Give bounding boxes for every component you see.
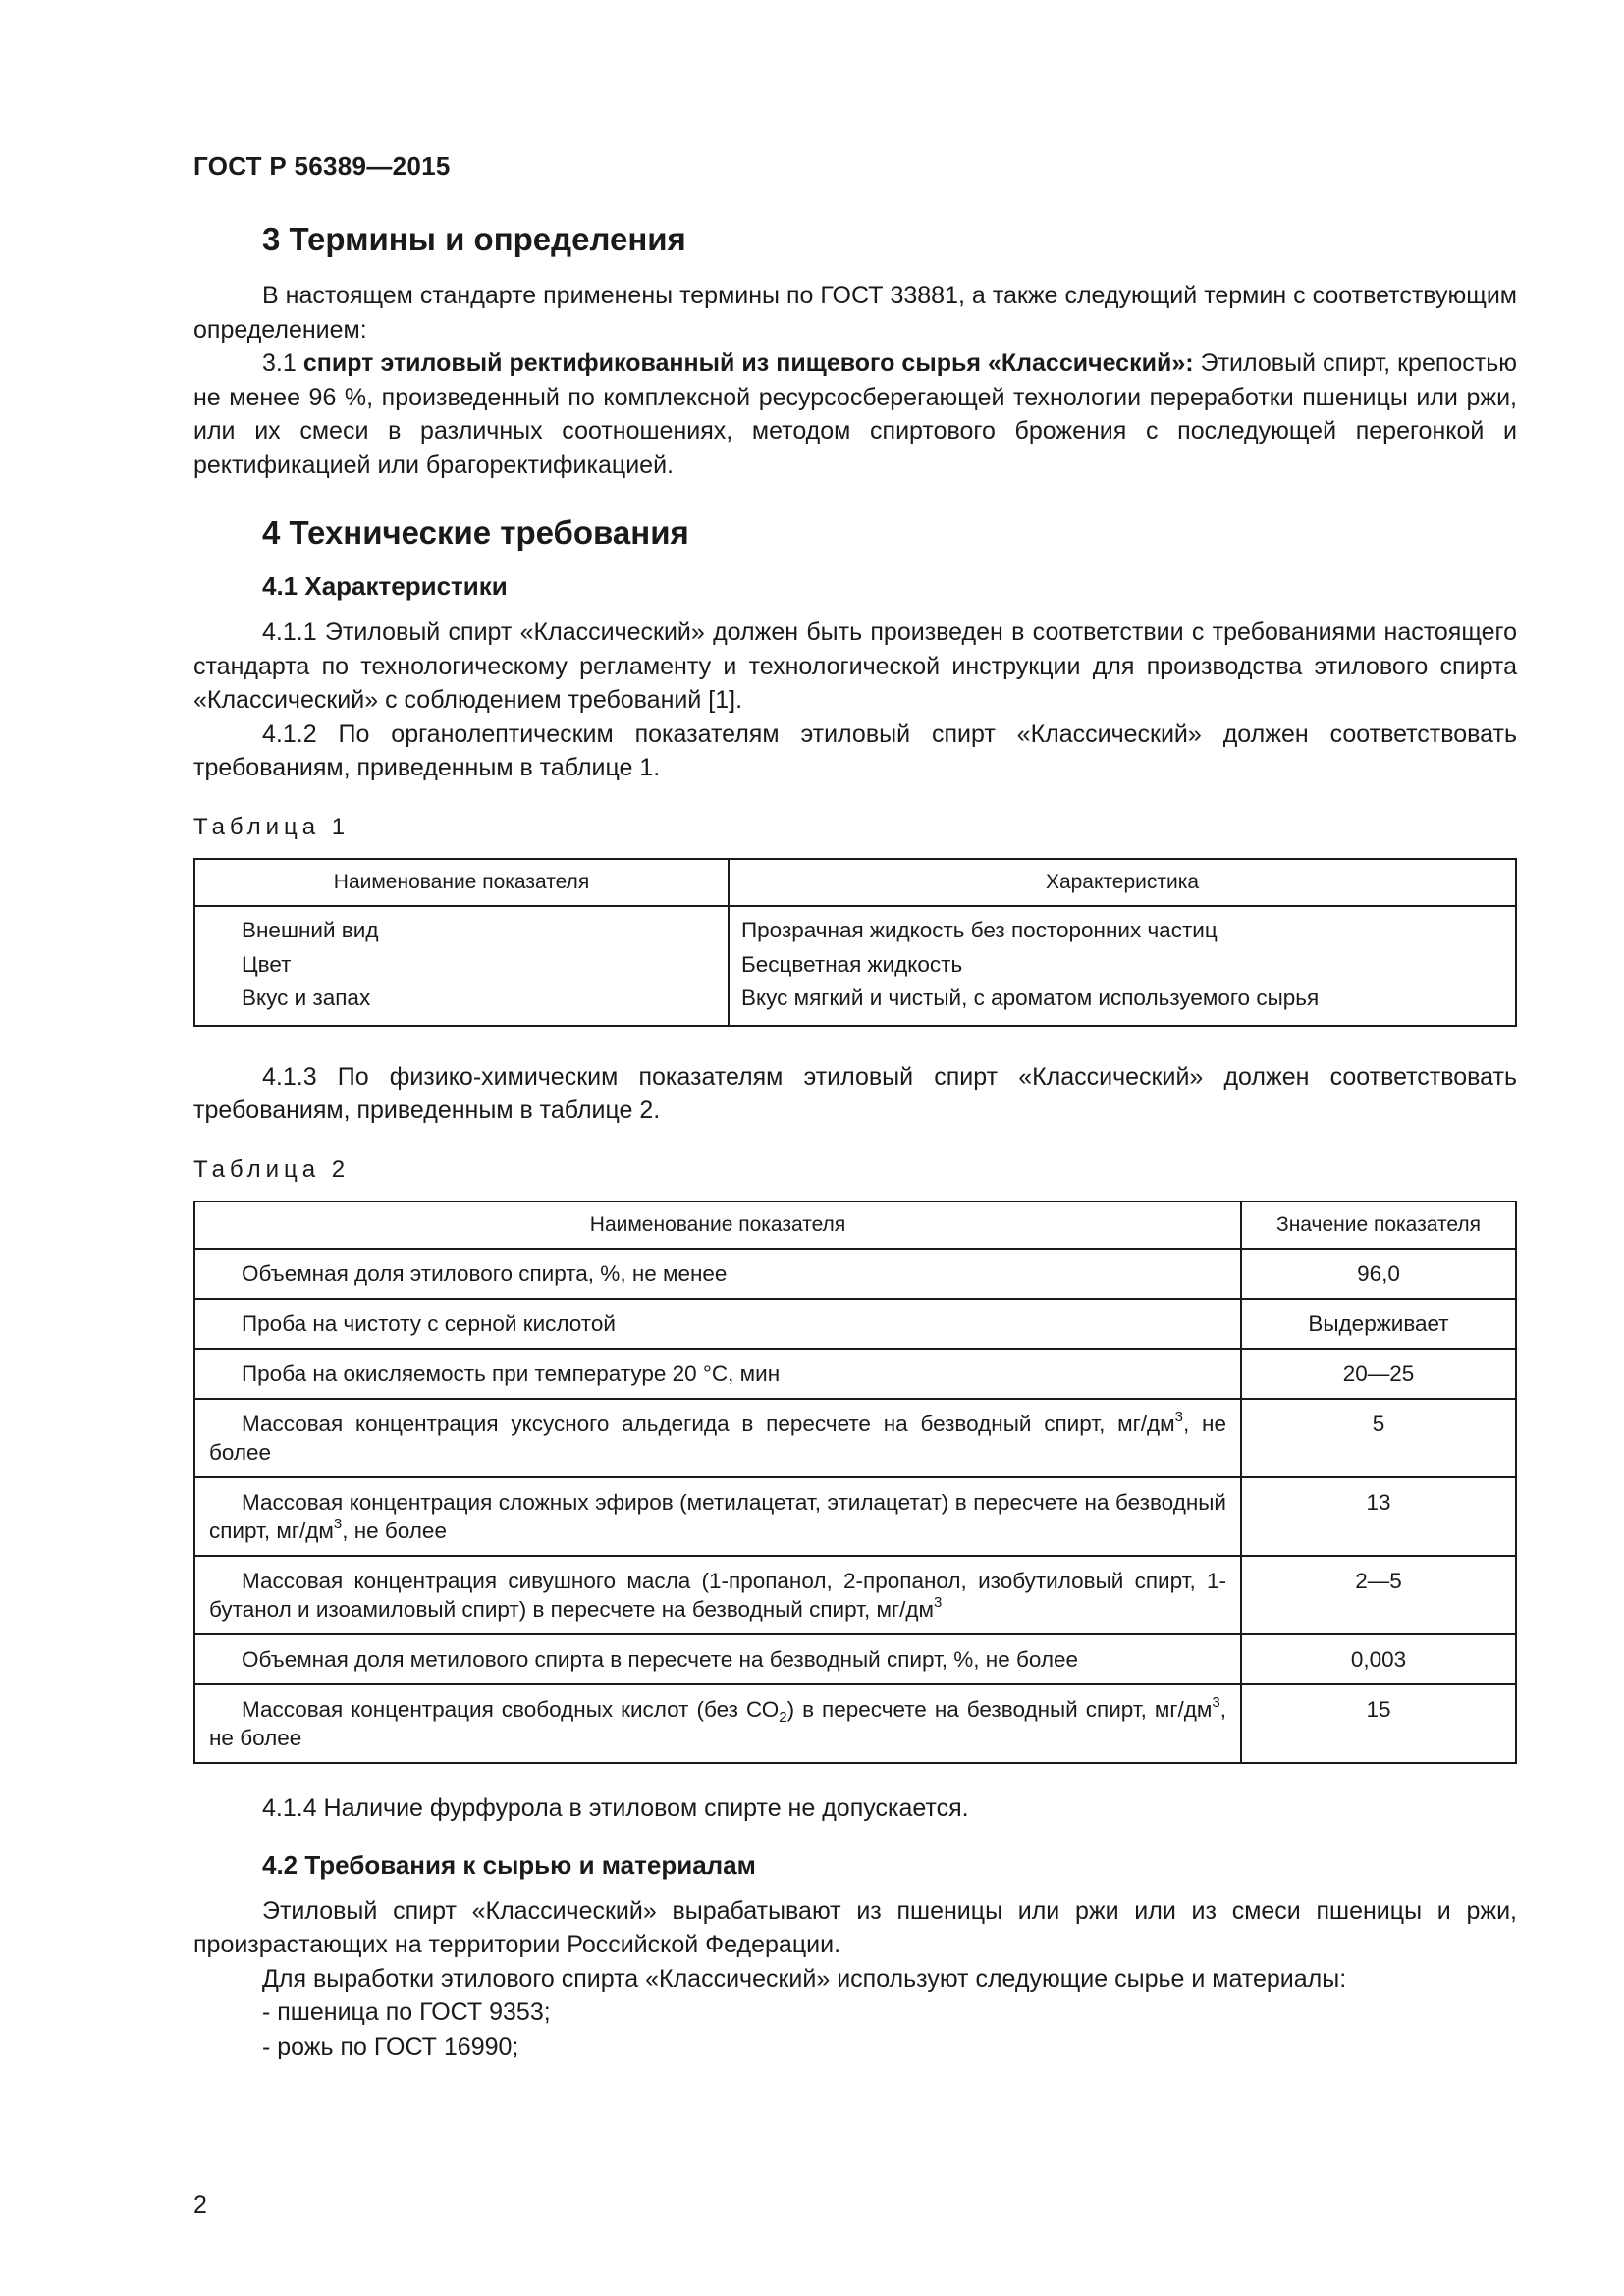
table-row [194, 1556, 1516, 1634]
table-row [194, 1684, 1516, 1763]
table-row [194, 1349, 1516, 1399]
table-row [194, 1477, 1516, 1556]
table-cell: Прозрачная жидкость без посторонних частиц [729, 906, 1516, 945]
table-cell: Массовая концентрация сложных эфиров (метилацетат, этилацетат) в пересчете на безводный спирт, $мг/дм^3$, не более [194, 1477, 1241, 1556]
paragraph-4-2-b: Для выработки этилового спирта «Классический» используют следующие сырье и материалы: [262, 1964, 1347, 1993]
table-cell: 5 [1241, 1399, 1516, 1477]
term-name: спирт этиловый ректификованный из пищевого сырья «Классический»: [302, 349, 1194, 377]
table-cell: Внешний вид [194, 906, 729, 945]
table-cell: Бесцветная жидкость [729, 945, 1516, 980]
table-row [194, 906, 1516, 945]
table-cell: 13 [1241, 1477, 1516, 1556]
table-cell: 15 [1241, 1684, 1516, 1763]
table-1-header-name: Наименование показателя [194, 859, 729, 906]
table-cell: Объемная доля этилового спирта, %, не менее [194, 1249, 1241, 1299]
table-row [194, 1399, 1516, 1477]
paragraph-4-2-a: Этиловый спирт «Классический» вырабатывают из пшеницы или ржи или из смеси пшеницы и ржи, произрастающих на территории Российской Федерации. [193, 1896, 1517, 1958]
table-2-header-name: Наименование показателя [194, 1201, 1241, 1249]
table-2-header-value: Значение показателя [1241, 1201, 1516, 1249]
page-number: 2 [193, 2191, 207, 2218]
table-cell: 20—25 [1241, 1349, 1516, 1399]
table-1 [193, 858, 1517, 1027]
table-cell: Проба на окисляемость при температуре 20 °С, мин [194, 1349, 1241, 1399]
subsection-4-1-title: 4.1 Характеристики [262, 571, 508, 601]
table-cell: Массовая концентрация уксусного альдегида в пересчете на безводный спирт, $мг/дм^3$, не более [194, 1399, 1241, 1477]
list-item: - пшеница по ГОСТ 9353; [262, 1999, 551, 2026]
section-3-title: 3 Термины и определения [262, 221, 686, 257]
table-cell: 96,0 [1241, 1249, 1516, 1299]
table-cell: Выдерживает [1241, 1299, 1516, 1349]
table-1-header-characteristic: Характеристика [729, 859, 1516, 906]
table-cell: 2—5 [1241, 1556, 1516, 1634]
table-cell: Объемная доля метилового спирта в пересчете на безводный спирт, %, не более [194, 1634, 1241, 1684]
section-4-title: 4 Технические требования [262, 514, 689, 551]
table-row [194, 979, 1516, 1026]
table-cell: Цвет [194, 945, 729, 980]
table-cell: Вкус мягкий и чистый, с ароматом используемого сырья [729, 979, 1516, 1026]
table-cell: Массовая концентрация свободных кислот (без $СО_2$) в пересчете на безводный спирт, $мг/дм^3$, не более [194, 1684, 1241, 1763]
paragraph-4-1-4: 4.1.4 Наличие фурфурола в этиловом спирте не допускается. [262, 1794, 969, 1822]
table-row [194, 945, 1516, 980]
table-row [194, 1299, 1516, 1349]
table-cell: Массовая концентрация сивушного масла (1-пропанол, 2-пропанол, изобутиловый спирт, 1-бутанол и изоамиловый спирт) в пересчете на безводный спирт, $мг/дм^3$ [194, 1556, 1241, 1634]
table-1-caption: Таблица 1 [193, 813, 351, 840]
table-2-caption: Таблица 2 [193, 1155, 351, 1183]
document-header: ГОСТ Р 56389—2015 [193, 151, 451, 181]
term-definition: Этиловый спирт, крепостью не менее 96 %, произведенный по комплексной ресурсосберегающей технологии переработки пшеницы или ржи, или их смеси в различных соотношениях, методом спиртового брожения с последующей перегонкой и ректификацией или брагоректификацией. [193, 349, 1518, 479]
table-cell: Проба на чистоту с серной кислотой [194, 1299, 1241, 1349]
paragraph-4-1-1: 4.1.1 Этиловый спирт «Классический» должен быть произведен в соответствии с требованиями настоящего стандарта по технологическому регламенту и технологической инструкции для производства этилового спирта «Классический» с соблюдением требований [1]. [193, 618, 1517, 714]
paragraph-4-1-3: 4.1.3 По физико-химическим показателям этиловый спирт «Классический» должен соответствовать требованиям, приведенным в таблице 2. [193, 1062, 1517, 1124]
table-cell: 0,003 [1241, 1634, 1516, 1684]
document-body [193, 218, 1517, 2063]
table-row [194, 1249, 1516, 1299]
term-3-1 [193, 347, 1517, 482]
list-item: - рожь по ГОСТ 16990; [262, 2032, 519, 2060]
table-cell: Вкус и запах [194, 979, 729, 1026]
paragraph-4-1-2: 4.1.2 По органолептическим показателям этиловый спирт «Классический» должен соответствовать требованиям, приведенным в таблице 1. [193, 720, 1517, 781]
table-2 [193, 1201, 1517, 1764]
term-number: 3.1 [262, 349, 297, 377]
subsection-4-2-title: 4.2 Требования к сырью и материалам [262, 1849, 756, 1880]
table-row [194, 1634, 1516, 1684]
section-3-intro: В настоящем стандарте применены термины по ГОСТ 33881, а также следующий термин с соответствующим определением: [193, 282, 1517, 344]
